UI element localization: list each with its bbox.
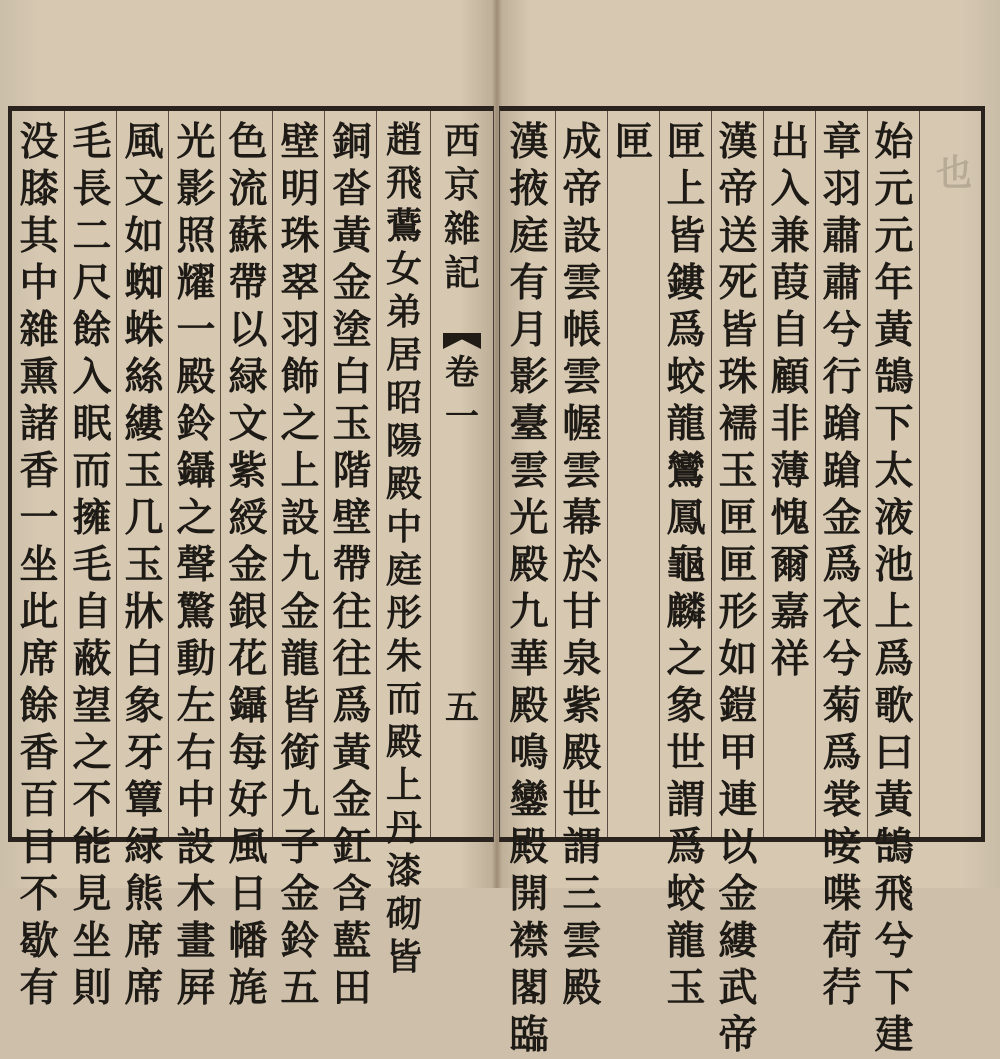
- column-text: 趙飛鷰女弟居昭陽殿中庭彤朱而殿上丹漆砌皆: [385, 119, 422, 978]
- column-text: 光影照耀一殿鈴鑷之聲驚動左右中設木畫屛: [176, 119, 216, 1011]
- column-text: 銅沓黃金塗白玉階壁帶往往爲黃金釭含藍田: [332, 119, 372, 1011]
- book-title: 西京雜記: [443, 120, 480, 294]
- column-text: 漢掖庭有月影臺雲光殿九華殿鳴鑾殿開襟閣臨: [509, 119, 549, 1058]
- left-column-1: [12, 111, 64, 1011]
- right-column-5: [711, 111, 763, 1058]
- fishtail-mark: [443, 333, 481, 349]
- left-column-5: [220, 111, 272, 1011]
- volume-label: 卷一: [445, 353, 479, 437]
- column-text: 毛長二尺餘入眠而擁毛自蔽望之不能見坐則: [72, 119, 112, 1011]
- right-page: [497, 0, 1000, 1058]
- right-column-1: [503, 111, 555, 1058]
- left-column-8: [376, 111, 428, 978]
- column-text: 匣上皆鏤爲蛟龍鸞鳳龜麟之象世謂爲蛟龍玉: [666, 119, 706, 1011]
- column-text: 章羽肅肅兮行蹌蹌金爲衣兮菊爲裳唼喋荷荇: [822, 119, 862, 1011]
- column-text: 成帝設雲帳雲幄雲幕於甘泉紫殿世謂三雲殿: [562, 119, 602, 1011]
- left-column-4: [168, 111, 220, 1011]
- right-column-9: [919, 111, 983, 837]
- right-column-6: [763, 111, 815, 837]
- column-text: 没膝其中雜熏諸香一坐此席餘香百日不歇有: [19, 119, 59, 1011]
- left-column-6: [272, 111, 324, 1011]
- right-column-7: [815, 111, 867, 1011]
- column-text: 漢帝送死皆珠襦玉匣匣形如鎧甲連以金縷武帝: [718, 119, 758, 1058]
- left-column-2: [64, 111, 116, 1011]
- left-column-3: [116, 111, 168, 1011]
- right-column-8: [867, 111, 919, 1058]
- column-text: 始元元年黃鵠下太液池上爲歌曰黃鵠飛兮下建: [874, 119, 914, 1058]
- banxin-center-column: [430, 111, 492, 837]
- left-column-7: [324, 111, 376, 1011]
- left-page: [0, 0, 497, 1011]
- column-text: 風文如蜘蛛絲縷玉几玉牀白象牙簟緑熊席席: [124, 119, 164, 1011]
- bleed-through-text: 也: [935, 152, 972, 194]
- folio-number: 五: [445, 688, 479, 728]
- column-text: 色流蘇帶以緑文紫綬金銀花鑷每好風日幡旄: [228, 119, 268, 1011]
- right-column-3: [607, 111, 659, 837]
- column-text: 出入兼葭自顧非薄愧爾嘉祥: [770, 119, 810, 682]
- column-text: 匣: [614, 119, 654, 165]
- right-column-2: [555, 111, 607, 1011]
- right-column-4: [659, 111, 711, 1011]
- column-text: 壁明珠翠羽飾之上設九金龍皆銜九子金鈴五: [280, 119, 320, 1011]
